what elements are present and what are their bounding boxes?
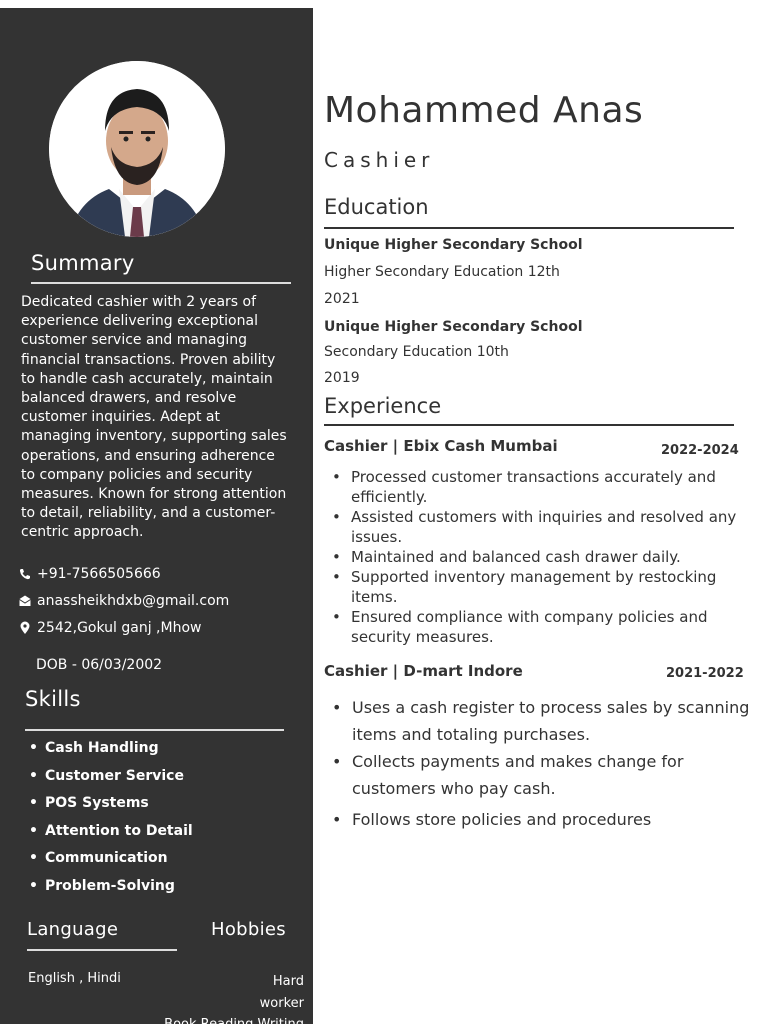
education-degree: Higher Secondary Education 12th [324, 264, 560, 280]
phone-text: +91-7566505666 [37, 566, 161, 582]
job-bullet: • Maintained and balanced cash drawer daily. [332, 547, 762, 567]
email-text: anassheikhdxb@gmail.com [37, 593, 230, 609]
skills-list [22, 738, 193, 903]
candidate-role: Cashier [324, 148, 435, 172]
summary-divider [31, 282, 291, 284]
job-title: Cashier | Ebix Cash Mumbai [324, 437, 558, 455]
experience-heading: Experience [324, 394, 442, 418]
skill-item: • Cash Handling [29, 740, 159, 756]
hobby-item: worker [259, 995, 304, 1011]
summary-heading: Summary [31, 251, 135, 275]
experience-divider [324, 424, 734, 426]
education-school: Unique Higher Secondary School [324, 319, 583, 335]
job-bullet: • Uses a cash register to process sales by scanning items and totaling purchases. [332, 694, 752, 748]
job-bullets [332, 467, 762, 647]
map-pin-icon [18, 621, 32, 635]
language-divider [27, 949, 177, 951]
job-bullet: • Ensured compliance with company policies and security measures. [332, 607, 762, 647]
skill-item: • Attention to Detail [29, 822, 193, 839]
dob-text: DOB - 06/03/2002 [36, 657, 163, 673]
skill-item: • POS Systems [29, 795, 149, 811]
summary-text: Dedicated cashier with 2 years of experience delivering exceptional customer service and managing financial transactions. Proven ability to handle cash accurately, maintain balanced drawers, and resolve customer inquiries. Adept at managing inventory, supporting sales operations, and ensuring adherence to company policies and security measures. Known for strong attention to detail, reliability, and a customer-centric approach. [21, 294, 287, 541]
education-divider [324, 227, 734, 229]
education-year: 2019 [324, 370, 360, 386]
job-bullet: • Processed customer transactions accurately and efficiently. [332, 467, 762, 507]
job-bullet: • Supported inventory management by restocking items. [332, 567, 762, 607]
skill-item: • Communication [29, 850, 168, 866]
skills-divider [25, 729, 284, 731]
sidebar [0, 8, 313, 1032]
contact-phone [18, 566, 161, 582]
language-heading: Language [27, 919, 119, 940]
skills-heading: Skills [25, 687, 81, 711]
address-text: 2542,Gokul ganj ,Mhow [37, 620, 202, 636]
contact-address [18, 620, 201, 636]
hobby-item: Hard [272, 974, 304, 989]
job-bullet: • Assisted customers with inquiries and resolved any issues. [332, 507, 762, 547]
candidate-name: Mohammed Anas [324, 90, 644, 131]
job-title: Cashier | D-mart Indore [324, 662, 523, 680]
phone-icon [18, 567, 32, 581]
language-text: English , Hindi [28, 971, 121, 986]
job-bullets [332, 694, 752, 833]
hobbies-heading: Hobbies [211, 919, 286, 940]
mail-icon [18, 594, 32, 608]
job-years: 2021-2022 [666, 666, 744, 681]
education-degree: Secondary Education 10th [324, 344, 509, 360]
contact-email [18, 593, 229, 609]
hobbies-list [134, 971, 304, 1036]
avatar [49, 61, 225, 237]
profile-photo [49, 61, 225, 237]
job-bullet: • Follows store policies and procedures [332, 806, 752, 833]
job-bullet: • Collects payments and makes change for customers who pay cash. [332, 748, 752, 802]
job-years: 2022-2024 [661, 443, 739, 458]
skill-item: • Customer Service [29, 767, 184, 784]
skill-item: • Problem-Solving [29, 877, 175, 894]
education-heading: Education [324, 195, 429, 219]
education-year: 2021 [324, 291, 360, 307]
hobby-item: Book Reading Writing [164, 1017, 304, 1032]
education-school: Unique Higher Secondary School [324, 237, 583, 253]
